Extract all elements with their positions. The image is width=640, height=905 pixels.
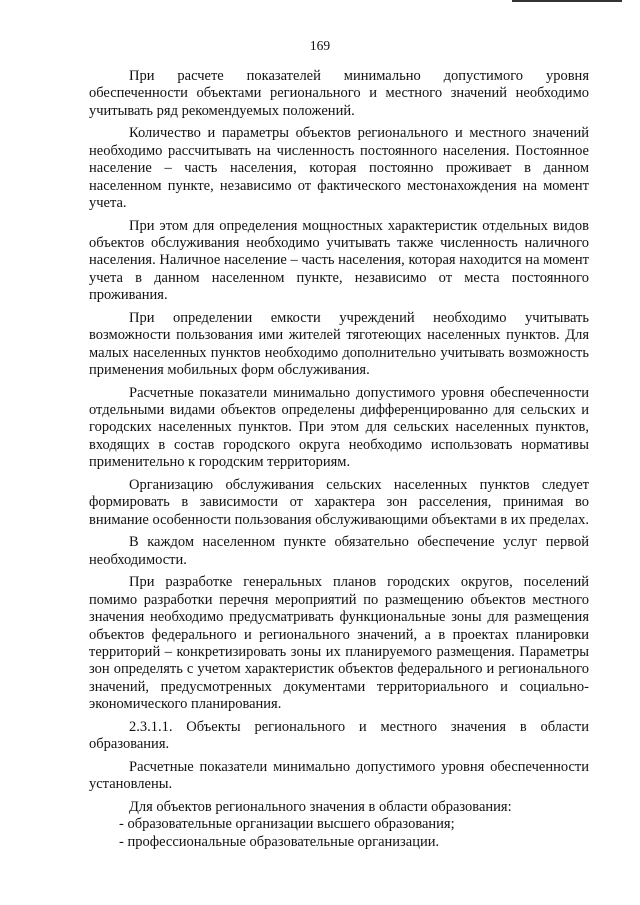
paragraph: При разработке генеральных планов городских округов, поселений помимо разработки перечня мероприятий по размещению объектов местного значения необходимо предусматривать функциональные зоны для размещения объектов федерального и регионального значений, а в проектах планировки территорий – конкретизировать зоны их планируемого размещения. Параметры зон определять с учетом характеристик объектов федерального и регионального значений, предусмотренных документами территориального и социально-экономического планирования. xyxy=(89,574,589,713)
paragraph: Организацию обслуживания сельских населенных пунктов следует формировать в зависимости от характера зон расселения, принимая во внимание особенности пользования обслуживающими объектами в их пределах. xyxy=(89,476,589,528)
list-item: - образовательные организации высшего образования; xyxy=(119,816,455,833)
paragraph: Расчетные показатели минимально допустимого уровня обеспеченности отдельными видами объектов определены дифференцированно для сельских и городских населенных пунктов. При этом для сельских населенных пунктов, входящих в состав городского округа необходимо использовать нормативы применительно к городским территориям. xyxy=(89,384,589,471)
paragraph: Расчетные показатели минимально допустимого уровня обеспеченности установлены. xyxy=(89,758,589,793)
page-number: 169 xyxy=(309,38,331,53)
section-heading: 2.3.1.1. Объекты регионального и местного значения в области образования. xyxy=(89,718,589,753)
document-body xyxy=(89,68,589,851)
scan-edge-mark xyxy=(512,0,622,2)
list-intro: Для объектов регионального значения в области образования: xyxy=(129,798,512,815)
paragraph: При расчете показателей минимально допустимого уровня обеспеченности объектами регионального и местного значений необходимо учитывать ряд рекомендуемых положений. xyxy=(89,68,589,119)
paragraph: Количество и параметры объектов регионального и местного значений необходимо рассчитывать на численность постоянного населения. Постоянное население – часть населения, которая постоянно проживает в данном населенном пункте, независимо от фактического местонахождения на момент учета. xyxy=(89,125,589,212)
paragraph: В каждом населенном пункте обязательно обеспечение услуг первой необходимости. xyxy=(89,534,589,568)
paragraph: При этом для определения мощностных характеристик отдельных видов объектов обслуживания необходимо учитывать также численность наличного населения. Наличное население – часть населения, которая находится на момент учета в данном населенном пункте, независимо от места постоянного проживания. xyxy=(89,217,589,304)
paragraph: При определении емкости учреждений необходимо учитывать возможности пользования ими жителей тяготеющих населенных пунктов. Для малых населенных пунктов необходимо дополнительно учитывать возможность применения мобильных форм обслуживания. xyxy=(89,309,589,379)
list-item: - профессиональные образовательные организации. xyxy=(119,833,440,850)
